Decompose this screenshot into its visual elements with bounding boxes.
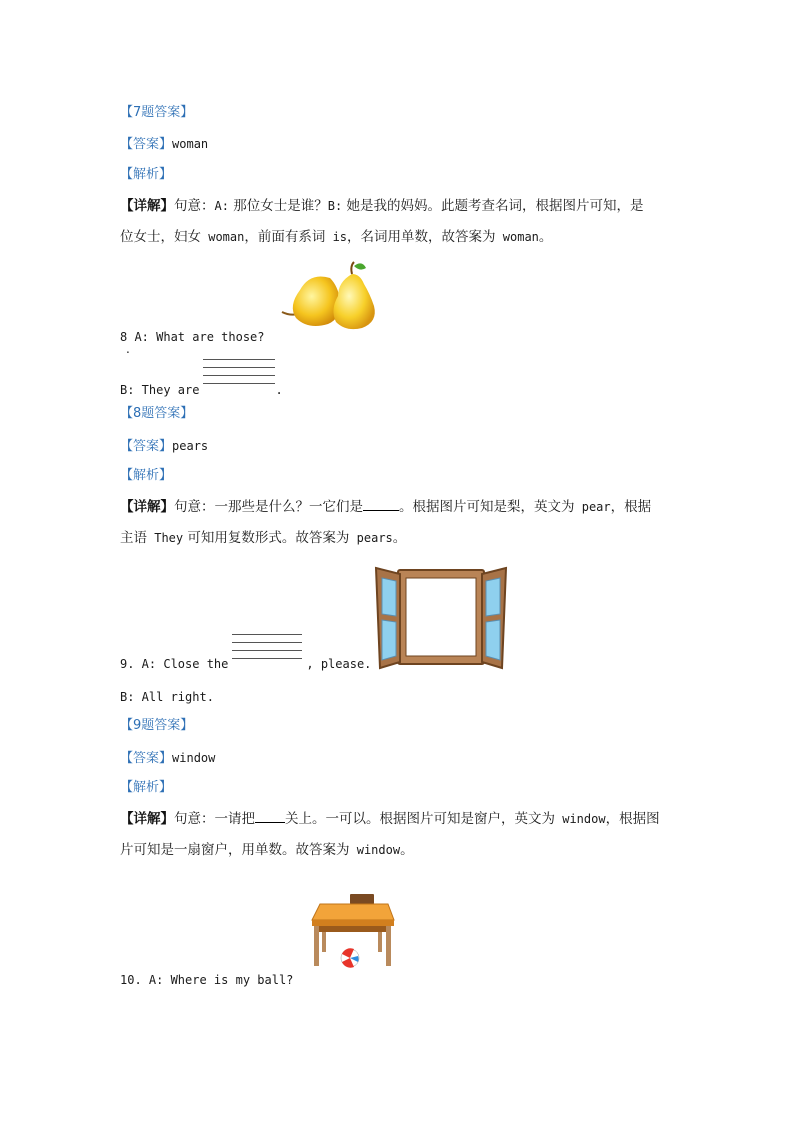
pears-image <box>280 260 390 332</box>
q7-detail: 【详解】句意：A: 那位女士是谁？B: 她是我的妈妈。此题考查名词，根据图片可知，是 位女士，妇女 woman，前面有系词 is，名词用单数，故答案为 woman。 <box>120 198 644 245</box>
q8-answer-line: B: They are . <box>120 383 283 397</box>
q9-answer-row: 【答案】window <box>120 751 216 766</box>
q8-analysis-label: 【解析】 <box>120 468 173 483</box>
q8-answer-blank-lines <box>203 352 275 384</box>
q9-reply: B: All right. <box>120 690 214 704</box>
q7-answer-line: 【答案】woman <box>120 137 209 152</box>
q8-answer-heading: 【8题答案】 <box>120 406 194 421</box>
q7-answer: woman <box>172 137 209 151</box>
q7-analysis-label: 【解析】 <box>120 167 173 182</box>
q8-answer: pears <box>172 439 209 453</box>
window-image <box>374 566 508 670</box>
desk-ball-image <box>308 890 396 972</box>
q9-answer: window <box>172 751 216 765</box>
q8-dot: . <box>126 342 130 356</box>
q8-answer-row: 【答案】pears <box>120 439 209 454</box>
q8-detail: 【详解】句意：一那些是什么？一它们是 。根据图片可知是梨，英文为 pear，根据 主语 They 可知用复数形式。故答案为 pears。 <box>120 499 652 546</box>
q9-question: 9. A: Close the , please. <box>120 657 372 671</box>
q8-question: 8 A: What are those? <box>120 330 265 344</box>
q10-question: 10. A: Where is my ball? <box>120 973 294 987</box>
q9-analysis-label: 【解析】 <box>120 780 173 795</box>
q9-detail: 【详解】句意：一请把 关上。一可以。根据图片可知是窗户，英文为 window，根据图 片可知是一扇窗户，用单数。故答案为 window。 <box>120 811 660 858</box>
q7-answer-heading: 【7题答案】 <box>120 105 194 120</box>
q9-answer-heading: 【9题答案】 <box>120 718 194 733</box>
